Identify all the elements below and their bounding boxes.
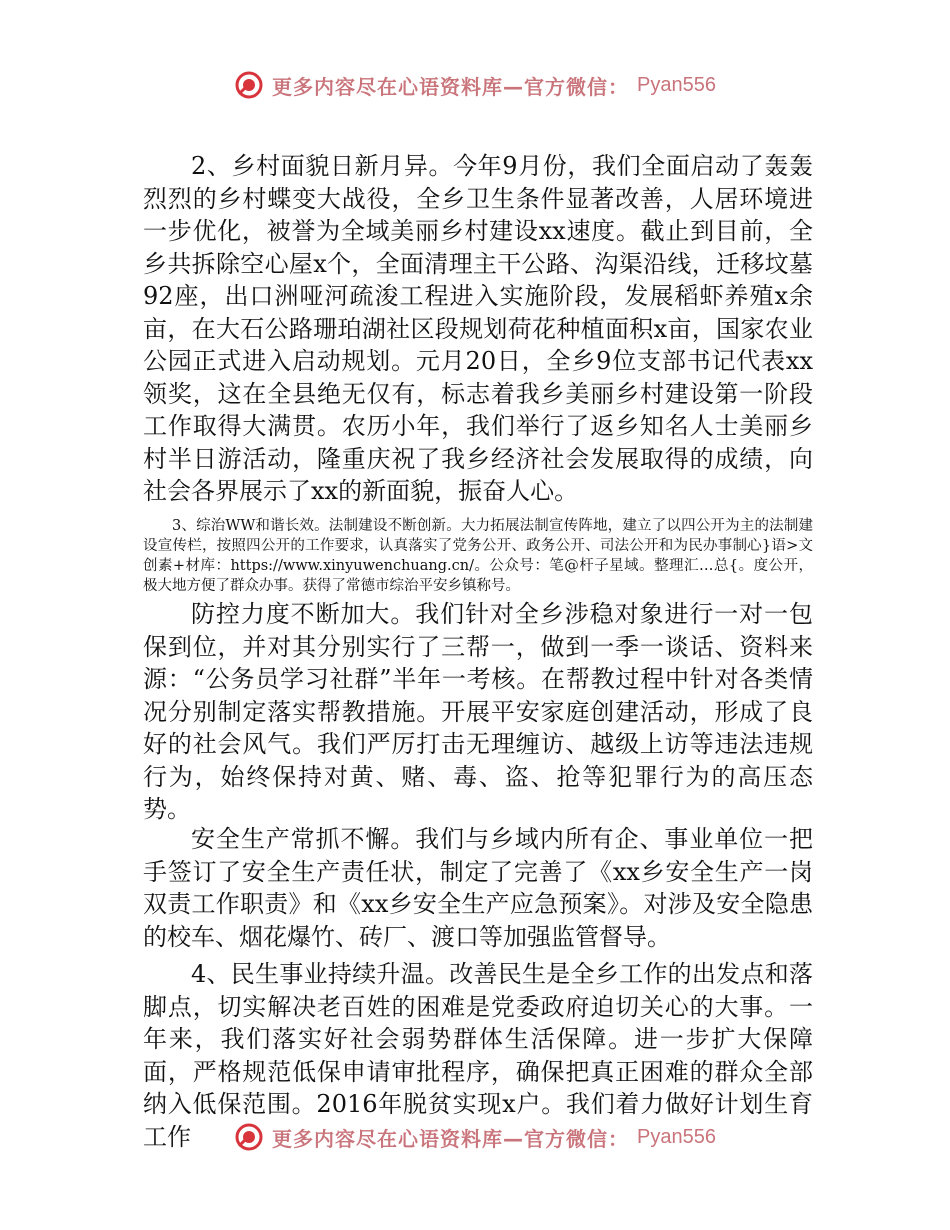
paragraph-legal-governance: 3、综治WW和谐长效。法制建设不断创新。大力拓展法制宣传阵地，建立了以四公开为主的法制建设宣传栏，按照四公开的工作要求，认真落实了党务公开、政务公开、司法公开和为民办事制心}语>文创素+材库：https://www.xinyuwenchuang.cn/。公众号：笔@杆子星域。整理汇…总{。度公开，极大地方便了群众办事。获得了常德市综治平安乡镇称号。 bbox=[143, 518, 813, 594]
header-wechat-id: Pyan556 bbox=[637, 73, 716, 96]
paragraph-rural-appearance: 2、乡村面貌日新月异。今年9月份，我们全面启动了轰轰烈烈的乡村蝶变大战役，全乡卫生条件显著改善，人居环境进一步优化，被誉为全域美丽乡村建设xx速度。截止到目前，全乡共拆除空心屋x个，全面清理主干公路、沟渠沿线，迁移坟墓92座，出口洲哑河疏浚工程进入实施阶段，发展稻虾养殖x余亩，在大石公路珊珀湖社区段规划荷花种植面积x亩，国家农业公园正式进入启动规划。元月20日，全乡9位支部书记代表xx领奖，这在全县绝无仅有，标志着我乡美丽乡村建设第一阶段工作取得大满贯。农历小年，我们举行了返乡知名人士美丽乡村半日游活动，隆重庆祝了我乡经济社会发展取得的成绩，向社会各界展示了xx的新面貌，振奋人心。 bbox=[143, 152, 813, 505]
page-footer-watermark bbox=[0, 1122, 950, 1152]
header-brand-text: 更多内容尽在心语资料库—官方微信： bbox=[272, 74, 630, 99]
footer-brand-text: 更多内容尽在心语资料库—官方微信： bbox=[272, 1126, 630, 1151]
paragraph-livelihood: 4、民生事业持续升温。改善民生是全乡工作的出发点和落脚点，切实解决老百姓的困难是党委政府迫切关心的大事。一年来，我们落实好社会弱势群体生活保障。进一步扩大保障面，严格规范低保申请审批程序，确保把真正困难的群众全部纳入低保范围。2016年脱贫实现x户。我们着力做好计划生育工作 bbox=[143, 960, 813, 1151]
brand-logo-icon bbox=[234, 1122, 264, 1152]
paragraph-safety-production: 安全生产常抓不懈。我们与乡域内所有企、事业单位一把手签订了安全生产责任状，制定了完善了《xx乡安全生产一岗双责工作职责》和《xx乡安全生产应急预案》。对涉及安全隐患的校车、烟花爆竹、砖厂、渡口等加强监管督导。 bbox=[143, 825, 813, 951]
footer-wechat-id: Pyan556 bbox=[637, 1125, 716, 1148]
page-header-watermark bbox=[0, 70, 950, 100]
brand-logo-icon bbox=[234, 70, 264, 100]
paragraph-prevention-control: 防控力度不断加大。我们针对全乡涉稳对象进行一对一包保到位，并对其分别实行了三帮一，做到一季一谈话、资料来源：“公务员学习社群”半年一考核。在帮教过程中针对各类情况分别制定落实帮教措施。开展平安家庭创建活动，形成了良好的社会风气。我们严厉打击无理缠访、越级上访等违法违规行为，始终保持对黄、赌、毒、盗、抢等犯罪行为的高压态势。 bbox=[143, 600, 813, 823]
